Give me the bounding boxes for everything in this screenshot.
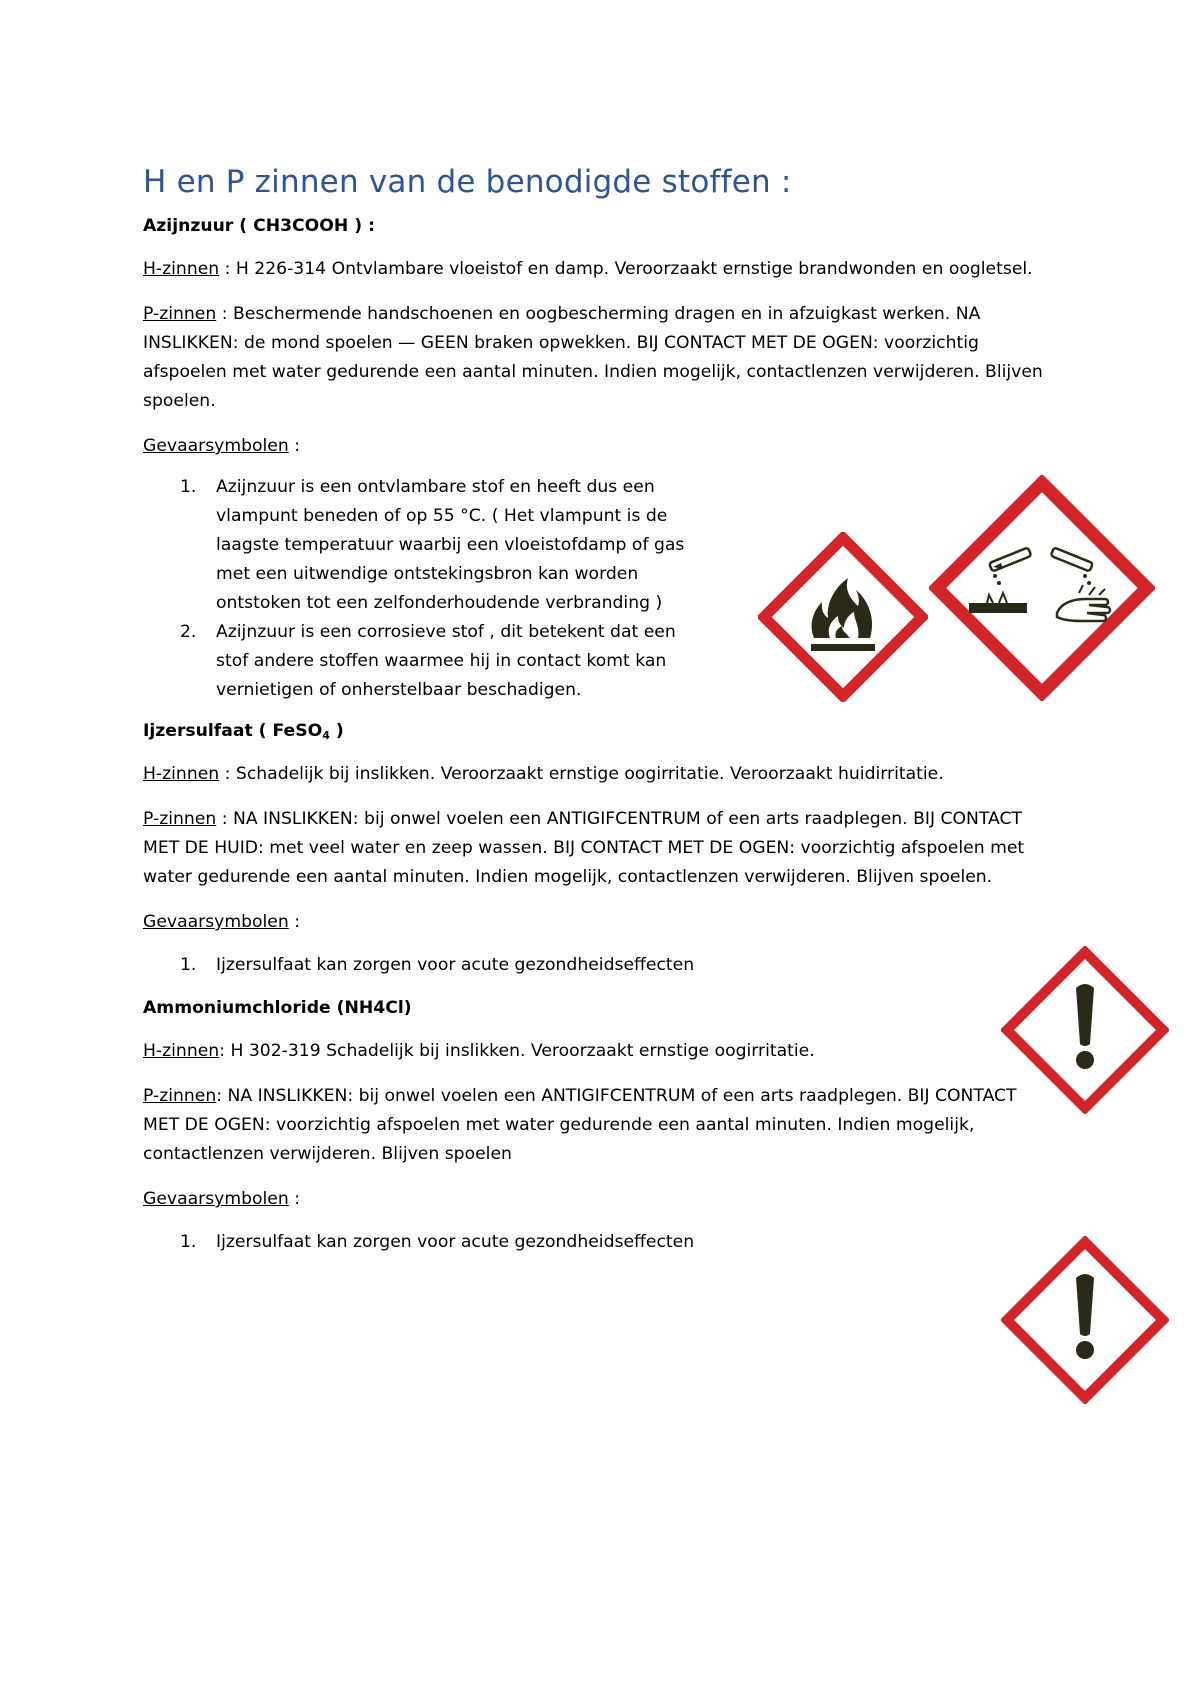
h-zinnen-label: H-zinnen <box>143 764 220 784</box>
p-zinnen-azijnzuur <box>143 300 1043 416</box>
list-item <box>143 951 1043 980</box>
p-zinnen-text: : NA INSLIKKEN: bij onwel voelen een ANTIGIFCENTRUM of een arts raadplegen. BIJ CONTACT MET DE HUID: met veel water en zeep wassen. BIJ CONTACT MET DE OGEN: voorzichtig afspoelen met water gedurende een aantal minuten. Indien mogelijk, contactlenzen verwijderen. Blijven spoelen. <box>143 809 1025 887</box>
h-zinnen-ijzersulfaat <box>143 760 1043 789</box>
document-page <box>143 160 1043 1269</box>
p-zinnen-label: P-zinnen <box>143 809 217 829</box>
gevaarsymbolen-suffix: : <box>288 436 300 456</box>
list-item <box>143 1228 1043 1257</box>
exclamation-icon <box>1001 946 1169 1114</box>
h-zinnen-text: : H 302-319 Schadelijk bij inslikken. Veroorzaakt ernstige oogirritatie. <box>219 1041 815 1061</box>
section-heading-ammoniumchloride: Ammoniumchloride (NH4Cl) <box>143 998 412 1018</box>
flame-icon <box>758 532 928 702</box>
p-zinnen-label: P-zinnen <box>143 304 217 324</box>
hazard-list-ammoniumchloride <box>143 1228 1043 1257</box>
gevaarsymbolen-suffix: : <box>288 912 300 932</box>
gevaarsymbolen-suffix: : <box>288 1189 300 1209</box>
list-text: Ijzersulfaat kan zorgen voor acute gezondheidseffecten <box>216 955 695 975</box>
gevaarsymbolen-label: Gevaarsymbolen <box>143 912 289 932</box>
list-number: 1. <box>180 955 197 975</box>
p-zinnen-label: P-zinnen <box>143 1086 217 1106</box>
hazard-list-azijnzuur <box>143 473 698 705</box>
gevaarsymbolen-label: Gevaarsymbolen <box>143 1189 289 1209</box>
h-zinnen-text: : Schadelijk bij inslikken. Veroorzaakt ernstige oogirritatie. Veroorzaakt huidirritatie. <box>219 764 944 784</box>
h-zinnen-ammoniumchloride <box>143 1037 1043 1066</box>
list-text: Ijzersulfaat kan zorgen voor acute gezondheidseffecten <box>216 1232 695 1252</box>
list-text: Azijnzuur is een corrosieve stof , dit betekent dat een stof andere stoffen waarmee hij in contact komt kan vernietigen of onherstelbaar beschadigen. <box>216 622 676 700</box>
list-item <box>143 618 698 705</box>
p-zinnen-ammoniumchloride <box>143 1082 1043 1169</box>
heading-text-end: ) <box>329 721 344 741</box>
heading-text: Ijzersulfaat ( FeSO <box>143 721 323 741</box>
gevaarsymbolen-ammoniumchloride <box>143 1185 1043 1214</box>
list-item <box>143 473 698 618</box>
exclamation-icon <box>1001 1236 1169 1404</box>
corrosion-icon <box>929 475 1155 701</box>
list-text: Azijnzuur is een ontvlambare stof en heeft dus een vlampunt beneden of op 55 °C. ( Het vlampunt is de laagste temperatuur waarbij een vloeistofdamp of gas met een uitwendige ontstekingsbron kan worden ontstoken tot een zelfonderhoudende verbranding ) <box>216 477 685 613</box>
hazard-list-ijzersulfaat <box>143 951 1043 980</box>
section-heading-ijzersulfaat <box>143 717 1043 746</box>
gevaarsymbolen-azijnzuur <box>143 432 1043 461</box>
h-zinnen-label: H-zinnen <box>143 259 220 279</box>
list-number: 2. <box>180 622 197 642</box>
list-number: 1. <box>180 477 197 497</box>
section-heading-azijnzuur: Azijnzuur ( CH3COOH ) : <box>143 216 375 236</box>
h-zinnen-azijnzuur <box>143 255 1043 284</box>
h-zinnen-text: : H 226-314 Ontvlambare vloeistof en damp. Veroorzaakt ernstige brandwonden en oogletsel. <box>219 259 1033 279</box>
p-zinnen-text: : NA INSLIKKEN: bij onwel voelen een ANTIGIFCENTRUM of een arts raadplegen. BIJ CONTACT MET DE OGEN: voorzichtig afspoelen met water gedurende een aantal minuten. Indien mogelijk, contactlenzen verwijderen. Blijven spoelen <box>143 1086 1017 1164</box>
gevaarsymbolen-ijzersulfaat <box>143 908 1043 937</box>
p-zinnen-ijzersulfaat <box>143 805 1043 892</box>
h-zinnen-label: H-zinnen <box>143 1041 220 1061</box>
list-number: 1. <box>180 1232 197 1252</box>
page-title: H en P zinnen van de benodigde stoffen : <box>143 164 792 200</box>
heading-subscript: 4 <box>322 729 330 742</box>
p-zinnen-text: : Beschermende handschoenen en oogbescherming dragen en in afzuigkast werken. NA INSLIKKEN: de mond spoelen — GEEN braken opwekken. BIJ CONTACT MET DE OGEN: voorzichtig afspoelen met water gedurende een aantal minuten. Indien mogelijk, contactlenzen verwijderen. Blijven spoelen. <box>143 304 1043 411</box>
gevaarsymbolen-label: Gevaarsymbolen <box>143 436 289 456</box>
